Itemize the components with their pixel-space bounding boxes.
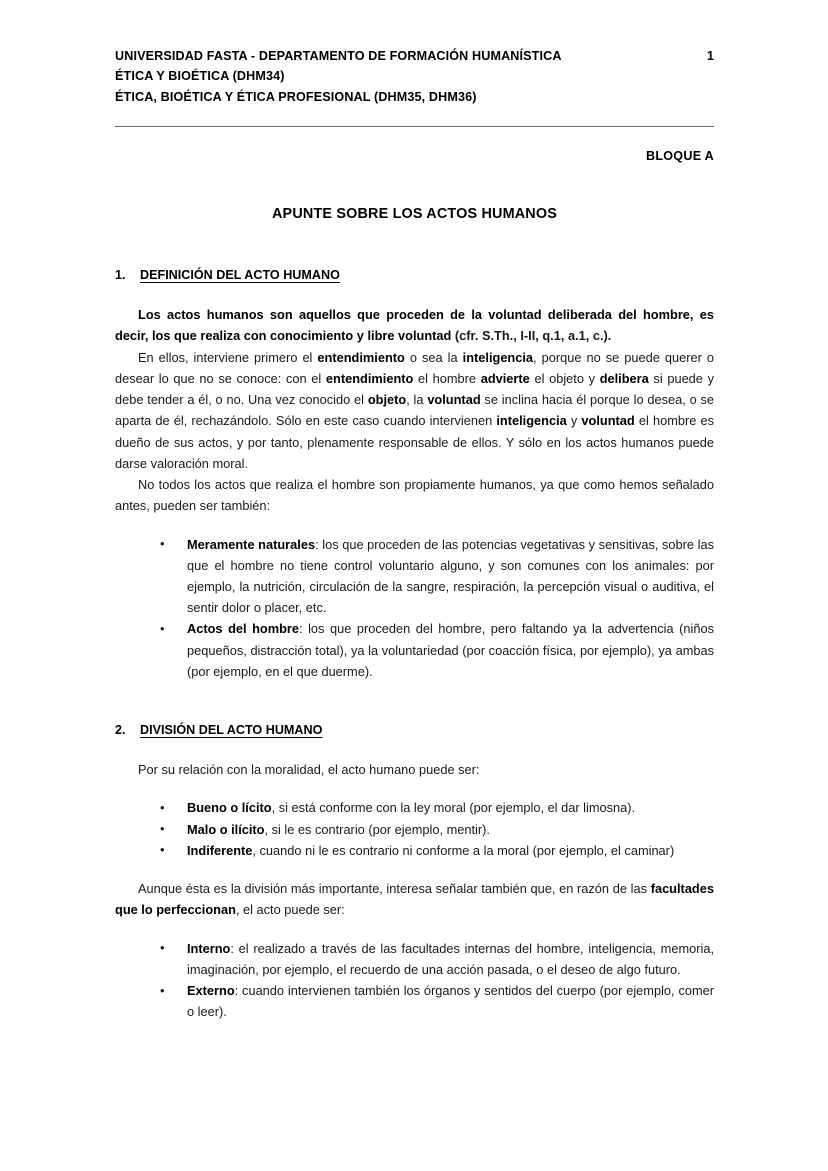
section-number: 1. xyxy=(115,268,126,283)
sections-container xyxy=(115,268,714,1022)
body-text: o sea la xyxy=(404,349,463,365)
body-text: , cuando ni le es contrario ni conforme a la moral (por ejemplo, el caminar) xyxy=(252,842,675,858)
body-text: Aunque ésta es la división más importante, interesa señalar también que, en razón de las xyxy=(138,881,651,897)
body-text: el hombre es dueño de sus actos, y por tanto, plenamente responsable de ellos. Y sólo en los actos humanos puede darse valoración moral. xyxy=(115,413,714,471)
emphasis-text: entendimiento xyxy=(325,370,414,386)
list-item xyxy=(115,938,714,980)
list-item xyxy=(115,797,714,818)
document-section xyxy=(115,268,714,682)
emphasis-text: delibera xyxy=(599,370,649,386)
paragraph xyxy=(115,474,714,516)
paragraph xyxy=(115,347,714,474)
body-text: : los que proceden del hombre, pero faltando ya la advertencia (niños pequeños, distracción total), ya la voluntariedad (por coacción física, por ejemplo), ya ambas (por ejemplo, en el que duerme). xyxy=(187,621,714,679)
page-content xyxy=(115,46,714,1023)
body-text: No todos los actos que realiza el hombre son propiamente humanos, ya que como hemos señalado antes, pueden ser también: xyxy=(115,477,714,514)
bullet-list xyxy=(115,938,714,1023)
emphasis-text: voluntad xyxy=(427,392,481,408)
emphasis-text: objeto xyxy=(367,392,407,408)
emphasis-text: inteligencia xyxy=(496,413,567,429)
header-line-course-1: ÉTICA Y BIOÉTICA (DHM34) xyxy=(115,69,285,84)
body-text: : cuando intervienen también los órganos y sentidos del cuerpo (por ejemplo, comer o leer). xyxy=(187,983,714,1020)
bullet-list xyxy=(115,797,714,861)
document-section xyxy=(115,723,714,1022)
emphasis-text: Los actos humanos son aquellos que proceden de la voluntad deliberada del hombre, es decir, los que realiza con conocimiento y libre voluntad xyxy=(115,307,714,344)
page-title: APUNTE SOBRE LOS ACTOS HUMANOS xyxy=(271,206,558,223)
bullet-list xyxy=(115,534,714,683)
emphasis-text: Malo o ilícito xyxy=(187,821,265,837)
emphasis-text: Interno xyxy=(187,940,231,956)
bloque-label: BLOQUE A xyxy=(645,149,714,164)
body-text: si puede y debe tender a él, o no. Una vez conocido el xyxy=(115,370,714,408)
emphasis-text: advierte xyxy=(480,370,530,386)
section-heading xyxy=(115,723,714,737)
body-text: el objeto y xyxy=(529,370,600,386)
section-heading-text: DIVISIÓN DEL ACTO HUMANO xyxy=(140,723,323,738)
list-item xyxy=(115,819,714,840)
body-text: Por su relación con la moralidad, el acto humano puede ser: xyxy=(138,762,480,778)
body-text: , porque no se puede querer o desear lo que no se conoce: con el xyxy=(115,349,714,386)
section-body xyxy=(115,759,714,1022)
section-heading-text: DEFINICIÓN DEL ACTO HUMANO xyxy=(140,268,340,283)
body-text: , el acto puede ser: xyxy=(235,902,345,918)
emphasis-text: Indiferente xyxy=(187,842,253,858)
paragraph xyxy=(115,878,714,920)
body-text: (cfr. S.Th., I-II, q.1, a.1, c.). xyxy=(451,328,612,344)
emphasis-text: inteligencia xyxy=(462,349,534,365)
document-header xyxy=(115,46,714,107)
paragraph xyxy=(115,759,714,780)
list-item xyxy=(115,618,714,682)
body-text: y xyxy=(566,413,582,429)
emphasis-text: Bueno o lícito xyxy=(187,800,272,816)
page-number: 1 xyxy=(706,49,714,63)
body-text: el hombre xyxy=(413,370,481,386)
emphasis-text: Actos del hombre xyxy=(187,621,300,637)
list-item xyxy=(115,980,714,1022)
body-text: , si le es contrario (por ejemplo, mentir). xyxy=(264,821,490,837)
section-number: 2. xyxy=(115,723,126,738)
header-line-institution: UNIVERSIDAD FASTA - DEPARTAMENTO DE FORMACIÓN HUMANÍSTICA xyxy=(115,49,562,63)
body-text: : los que proceden de las potencias vegetativas y sensitivas, sobre las que el hombre no tiene control voluntario alguno, y son comunes con los animales: por ejemplo, la nutrición, circulación de la sangre, respiración, la percepción visual o auditiva, el sentir dolor o placer, etc. xyxy=(187,536,714,616)
header-line-course-2: ÉTICA, BIOÉTICA Y ÉTICA PROFESIONAL (DHM35, DHM36) xyxy=(115,89,477,104)
paragraph xyxy=(115,304,714,346)
emphasis-text: voluntad xyxy=(581,413,635,429)
section-body xyxy=(115,304,714,682)
body-text: , la xyxy=(406,392,428,408)
list-item xyxy=(115,840,714,861)
section-heading xyxy=(115,268,714,282)
header-divider xyxy=(115,126,714,127)
body-text: se inclina hacia él porque lo desea, o se aparta de él, rechazándolo. Sólo en este caso cuando intervienen xyxy=(115,392,714,429)
emphasis-text: Externo xyxy=(187,983,235,999)
list-item xyxy=(115,534,714,619)
body-text: En ellos, interviene primero el xyxy=(138,349,318,365)
emphasis-text: Meramente naturales xyxy=(187,536,316,552)
body-text: , si está conforme con la ley moral (por ejemplo, el dar limosna). xyxy=(271,800,636,816)
emphasis-text: facultades que lo perfeccionan xyxy=(115,881,714,918)
emphasis-text: entendimiento xyxy=(317,349,405,365)
body-text: : el realizado a través de las facultades internas del hombre, inteligencia, memoria, imaginación, por ejemplo, el recuerdo de una acción pasada, o el deseo de algo futuro. xyxy=(187,940,714,977)
spacer xyxy=(115,861,714,878)
